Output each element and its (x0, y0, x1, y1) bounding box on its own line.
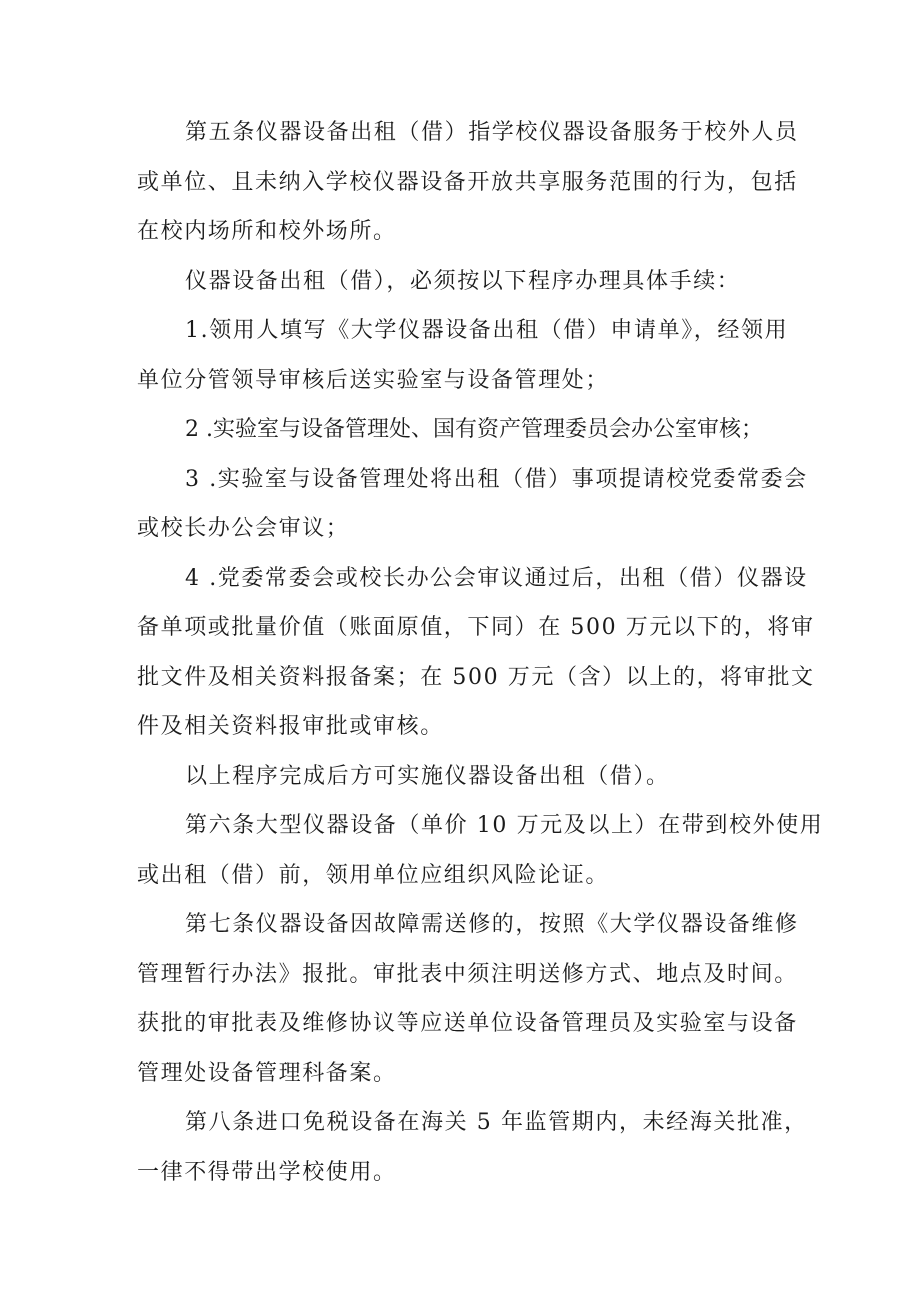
text-line: 或校长办公会审议； (137, 516, 350, 541)
text-line: 仪器设备出租（借），必须按以下程序办理具体手续： (185, 269, 741, 294)
text-line: 2 .实验室与设备管理处、国有资产管理委员会办公室审核； (185, 417, 763, 442)
text-line: 一律不得带出学校使用。 (137, 1160, 397, 1185)
text-line: 件及相关资料报审批或审核。 (137, 714, 444, 739)
text-line: 获批的审批表及维修协议等应送单位设备管理员及实验室与设备 (137, 1011, 798, 1036)
text-line: 第六条大型仪器设备（单价 10 万元及以上）在带到校外使用 (185, 813, 824, 838)
text-line: 在校内场所和校外场所。 (137, 219, 397, 244)
text-line: 或单位、且未纳入学校仪器设备开放共享服务范围的行为，包括 (137, 170, 798, 195)
text-line: 管理暂行办法》报批。审批表中须注明送修方式、地点及时间。 (137, 962, 798, 987)
text-line: 第五条仪器设备出租（借）指学校仪器设备服务于校外人员 (185, 120, 799, 145)
text-line: 管理处设备管理科备案。 (137, 1061, 397, 1086)
text-line: 3 .实验室与设备管理处将出租（借）事项提请校党委常委会 (185, 467, 808, 492)
text-line: 第八条进口免税设备在海关 5 年监管期内，未经海关批准， (185, 1110, 808, 1135)
text-line: 1.领用人填写《大学仪器设备出租（借）申请单》，经领用 (185, 318, 789, 343)
text-line: 或出租（借）前，领用单位应组织风险论证。 (137, 863, 610, 888)
text-line: 批文件及相关资料报备案；在 500 万元（含）以上的，将审批文 (137, 665, 815, 690)
text-line: 以上程序完成后方可实施仪器设备出租（借）。 (185, 764, 670, 789)
text-line: 备单项或批量价值（账面原值，下同）在 500 万元以下的，将审 (137, 615, 815, 640)
text-line: 第七条仪器设备因故障需送修的，按照《大学仪器设备维修 (185, 912, 799, 937)
text-line: 4 .党委常委会或校长办公会审议通过后，出租（借）仪器设 (185, 566, 808, 591)
text-line: 单位分管领导审核后送实验室与设备管理处； (137, 368, 610, 393)
